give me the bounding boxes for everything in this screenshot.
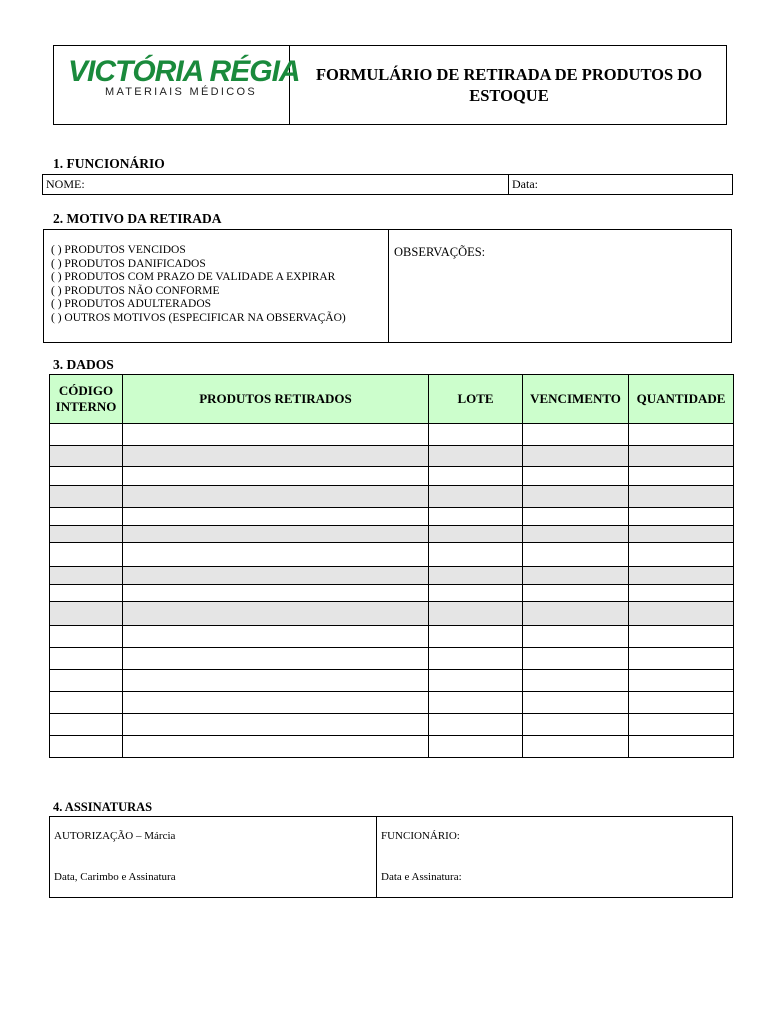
table-row: [50, 424, 734, 446]
cell-codigo[interactable]: [50, 567, 123, 585]
cell-vencimento[interactable]: [523, 486, 629, 508]
cell-vencimento[interactable]: [523, 446, 629, 467]
logo-cell: [54, 46, 300, 124]
nome-label: NOME:: [46, 177, 85, 191]
cell-lote[interactable]: [429, 714, 523, 736]
cell-quantidade[interactable]: [629, 424, 734, 446]
cell-lote[interactable]: [429, 543, 523, 567]
assinaturas-box: [49, 816, 733, 898]
section-title-dados: 3. DADOS: [53, 357, 114, 372]
section-title-assinaturas: 4. ASSINATURAS: [53, 800, 153, 814]
cell-quantidade[interactable]: [629, 486, 734, 508]
cell-quantidade[interactable]: [629, 567, 734, 585]
table-row: [50, 602, 734, 626]
cell-lote[interactable]: [429, 602, 523, 626]
cell-lote[interactable]: [429, 424, 523, 446]
cell-produto[interactable]: [123, 486, 429, 508]
cell-quantidade[interactable]: [629, 543, 734, 567]
form-title: FORMULÁRIO DE RETIRADA DE PRODUTOS DO ESTOQUE: [315, 65, 703, 105]
table-row: [50, 526, 734, 543]
cell-lote[interactable]: [429, 567, 523, 585]
cell-vencimento[interactable]: [523, 670, 629, 692]
motivo-option-outros[interactable]: ( ) OUTROS MOTIVOS (ESPECIFICAR NA OBSERVAÇÃO): [51, 311, 346, 324]
cell-codigo[interactable]: [50, 626, 123, 648]
cell-produto[interactable]: [123, 567, 429, 585]
motivo-option-danificados[interactable]: ( ) PRODUTOS DANIFICADOS: [51, 257, 206, 270]
cell-quantidade[interactable]: [629, 508, 734, 526]
cell-produto[interactable]: [123, 446, 429, 467]
cell-produto[interactable]: [123, 526, 429, 543]
funcionario-box: [42, 174, 733, 195]
cell-vencimento[interactable]: [523, 602, 629, 626]
data-field[interactable]: [509, 175, 732, 194]
table-row: [50, 446, 734, 467]
cell-lote[interactable]: [429, 486, 523, 508]
cell-quantidade[interactable]: [629, 736, 734, 758]
cell-produto[interactable]: [123, 714, 429, 736]
funcionario-signature-cell[interactable]: [378, 817, 732, 897]
table-header-row: [50, 375, 734, 424]
motivo-option-vencidos[interactable]: ( ) PRODUTOS VENCIDOS: [51, 244, 186, 256]
table-row: [50, 486, 734, 508]
cell-codigo[interactable]: [50, 602, 123, 626]
cell-produto[interactable]: [123, 508, 429, 526]
cell-quantidade[interactable]: [629, 714, 734, 736]
cell-vencimento[interactable]: [523, 736, 629, 758]
cell-lote[interactable]: [429, 736, 523, 758]
cell-codigo[interactable]: [50, 585, 123, 602]
cell-quantidade[interactable]: [629, 526, 734, 543]
cell-produto[interactable]: [123, 692, 429, 714]
motivo-option-adulterados[interactable]: ( ) PRODUTOS ADULTERADOS: [51, 298, 212, 310]
cell-quantidade[interactable]: [629, 467, 734, 486]
cell-lote[interactable]: [429, 508, 523, 526]
table-row: [50, 567, 734, 585]
cell-vencimento[interactable]: [523, 692, 629, 714]
cell-vencimento[interactable]: [523, 648, 629, 670]
company-logo-subtitle: MATERIAIS MÉDICOS: [105, 86, 257, 98]
funcionario-signature-label: FUNCIONÁRIO:: [381, 830, 460, 842]
funcionario-signature-sub-label: Data e Assinatura:: [381, 871, 462, 883]
cell-quantidade[interactable]: [629, 626, 734, 648]
cell-vencimento[interactable]: [523, 585, 629, 602]
cell-codigo[interactable]: [50, 467, 123, 486]
cell-produto[interactable]: [123, 424, 429, 446]
col-header-lote: LOTE: [429, 375, 523, 424]
cell-codigo[interactable]: [50, 424, 123, 446]
cell-quantidade[interactable]: [629, 648, 734, 670]
table-row: [50, 585, 734, 602]
cell-codigo[interactable]: [50, 543, 123, 567]
cell-produto[interactable]: [123, 543, 429, 567]
motivo-box: [43, 229, 732, 343]
cell-vencimento[interactable]: [523, 543, 629, 567]
cell-produto[interactable]: [123, 602, 429, 626]
cell-lote[interactable]: [429, 585, 523, 602]
observacoes-label: OBSERVAÇÕES:: [394, 245, 486, 259]
cell-produto[interactable]: [123, 626, 429, 648]
table-row: [50, 670, 734, 692]
cell-vencimento[interactable]: [523, 567, 629, 585]
cell-produto[interactable]: [123, 467, 429, 486]
table-body: [50, 424, 734, 758]
cell-quantidade[interactable]: [629, 602, 734, 626]
cell-quantidade[interactable]: [629, 692, 734, 714]
cell-codigo[interactable]: [50, 692, 123, 714]
motivo-option-nao-conforme[interactable]: ( ) PRODUTOS NÃO CONFORME: [51, 284, 220, 297]
cell-vencimento[interactable]: [523, 508, 629, 526]
table-row: [50, 543, 734, 567]
company-logo: VICTÓRIA RÉGIA: [68, 55, 300, 88]
motivo-options: [44, 230, 389, 342]
cell-codigo[interactable]: [50, 648, 123, 670]
cell-codigo[interactable]: [50, 446, 123, 467]
cell-produto[interactable]: [123, 585, 429, 602]
col-header-produtos: PRODUTOS RETIRADOS: [123, 375, 429, 424]
data-label: Data:: [512, 177, 538, 191]
table-row: [50, 467, 734, 486]
autorizacao-cell[interactable]: [50, 817, 377, 897]
cell-quantidade[interactable]: [629, 670, 734, 692]
dados-table: [49, 374, 734, 758]
cell-quantidade[interactable]: [629, 585, 734, 602]
table-row: [50, 736, 734, 758]
form-header: [53, 45, 727, 125]
table-row: [50, 626, 734, 648]
autorizacao-sub-label: Data, Carimbo e Assinatura: [54, 871, 176, 883]
cell-lote[interactable]: [429, 467, 523, 486]
cell-vencimento[interactable]: [523, 467, 629, 486]
col-header-vencimento: VENCIMENTO: [523, 375, 629, 424]
cell-lote[interactable]: [429, 446, 523, 467]
cell-codigo[interactable]: [50, 736, 123, 758]
section-title-motivo: 2. MOTIVO DA RETIRADA: [53, 211, 222, 226]
cell-vencimento[interactable]: [523, 526, 629, 543]
cell-lote[interactable]: [429, 670, 523, 692]
cell-lote[interactable]: [429, 692, 523, 714]
cell-codigo[interactable]: [50, 526, 123, 543]
cell-produto[interactable]: [123, 736, 429, 758]
cell-codigo[interactable]: [50, 508, 123, 526]
table-row: [50, 508, 734, 526]
cell-vencimento[interactable]: [523, 424, 629, 446]
col-header-codigo: CÓDIGO INTERNO: [50, 375, 123, 424]
cell-vencimento[interactable]: [523, 714, 629, 736]
cell-quantidade[interactable]: [629, 446, 734, 467]
cell-produto[interactable]: [123, 648, 429, 670]
cell-vencimento[interactable]: [523, 626, 629, 648]
table-row: [50, 648, 734, 670]
table-row: [50, 692, 734, 714]
cell-lote[interactable]: [429, 526, 523, 543]
cell-codigo[interactable]: [50, 670, 123, 692]
autorizacao-label: AUTORIZAÇÃO – Márcia: [54, 830, 176, 842]
table-row: [50, 714, 734, 736]
cell-codigo[interactable]: [50, 486, 123, 508]
motivo-option-prazo-validade[interactable]: ( ) PRODUTOS COM PRAZO DE VALIDADE A EXPIRAR: [51, 271, 336, 283]
section-title-funcionario: 1. FUNCIONÁRIO: [53, 156, 165, 171]
cell-lote[interactable]: [429, 648, 523, 670]
cell-produto[interactable]: [123, 670, 429, 692]
nome-field[interactable]: [43, 175, 509, 194]
cell-lote[interactable]: [429, 626, 523, 648]
col-header-quantidade: QUANTIDADE: [629, 375, 734, 424]
cell-codigo[interactable]: [50, 714, 123, 736]
